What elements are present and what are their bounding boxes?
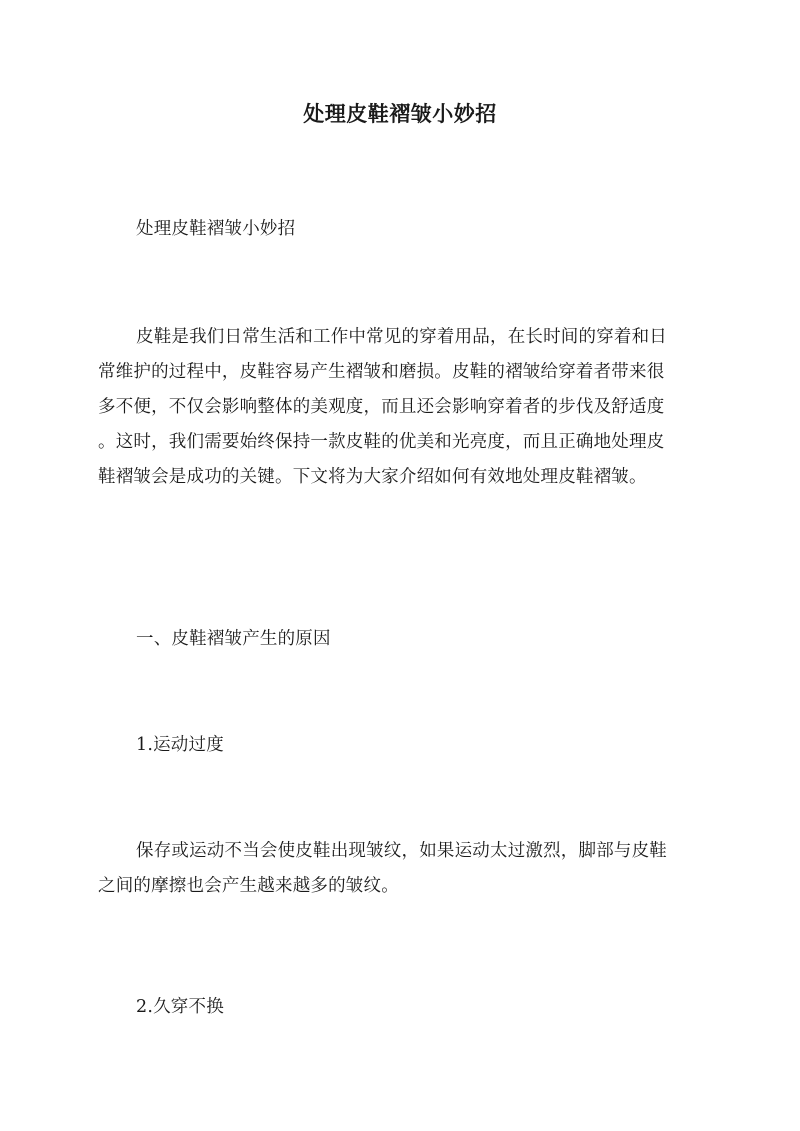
item-line: 保存或运动不当会使皮鞋出现皱纹，如果运动太过激烈，脚部与皮鞋 xyxy=(136,841,667,861)
intro-line: 多不便，不仅会影响整体的美观度，而且还会影响穿着者的步伐及舒适度 xyxy=(98,397,665,417)
intro-line: 。这时，我们需要始终保持一款皮鞋的优美和光亮度，而且正确地处理皮 xyxy=(98,432,665,452)
document-title: 处理皮鞋褶皱小妙招 xyxy=(303,101,497,126)
item-heading: 2.久穿不换 xyxy=(136,997,224,1017)
intro-line: 鞋褶皱会是成功的关键。下文将为大家介绍如何有效地处理皮鞋褶皱。 xyxy=(98,467,647,487)
subtitle-paragraph: 处理皮鞋褶皱小妙招 xyxy=(136,219,296,239)
item-paragraph xyxy=(98,834,704,904)
item-heading: 1.运动过度 xyxy=(136,735,224,755)
intro-paragraph xyxy=(98,320,704,495)
section-heading: 一、皮鞋褶皱产生的原因 xyxy=(136,629,331,649)
intro-line: 皮鞋是我们日常生活和工作中常见的穿着用品，在长时间的穿着和日 xyxy=(136,327,667,347)
item-line: 之间的摩擦也会产生越来越多的皱纹。 xyxy=(98,876,399,896)
intro-line: 常维护的过程中，皮鞋容易产生褶皱和磨损。皮鞋的褶皱给穿着者带来很 xyxy=(98,362,665,382)
